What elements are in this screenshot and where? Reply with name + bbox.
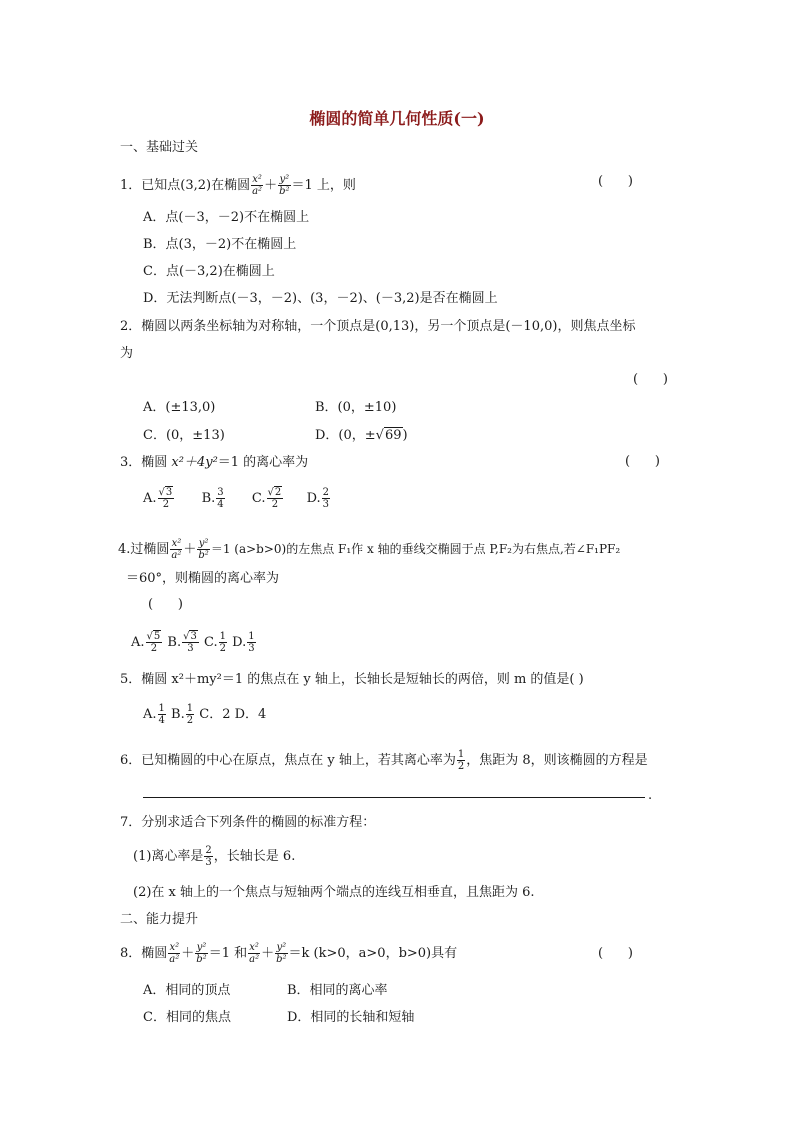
question-4: 4.过椭圆 $\frac{\text{x²}}{\text{a²}}$ ＋ $\frac{\text{y²}}{\text{b²}}$ ＝1 (a>b>0)的左焦点 F₁作 x 轴的垂线交椭圆于点 P,F₂为右焦点,若∠F₁PF₂ (118, 538, 621, 561)
question-2-cont: 为 (120, 346, 134, 361)
answer-paren-8: ( ) (598, 946, 633, 961)
q5-options (143, 700, 266, 730)
q8-option-a: A．相同的顶点 (143, 983, 231, 998)
q4-option-b: B. $\frac{√3}{3}$ (167, 631, 197, 654)
question-1: 1．已知点(3,2)在椭圆 $\frac{\text{x²}}{\text{a²}}$ ＋ $\frac{\text{y²}}{\text{b²}}$ ＝1 上，则 (120, 174, 356, 197)
q2-option-a: A．(±13,0) (143, 400, 216, 415)
fraction-x2-a2: $\frac{\text{x²}}{\text{a²}}$ (252, 174, 263, 197)
question-6: 6．已知椭圆的中心在原点，焦点在 y 轴上，若其离心率为 $\frac{1}{2}$ ，焦距为 8，则该椭圆的方程是 (120, 749, 648, 772)
q5-option-d: D．4 (234, 707, 267, 722)
question-7-part-1: (1)离心率是 $\frac{2}{3}$ ，长轴长是 6. (133, 845, 296, 868)
q6-period: . (648, 788, 653, 803)
q3-option-d: D. $\frac{2}{3}$ (306, 487, 330, 510)
answer-paren-4: ( ) (148, 597, 183, 612)
q8-option-b: B．相同的离心率 (287, 983, 388, 998)
answer-blank-6[interactable] (143, 797, 645, 798)
section-advanced: 二、能力提升 (120, 912, 199, 927)
fraction-y2-b2: $\frac{\text{y²}}{\text{b²}}$ (279, 174, 290, 197)
q4-options (131, 628, 257, 658)
q5-option-c: C．2 (199, 707, 231, 722)
question-8: 8．椭圆 $\frac{\text{x²}}{\text{a²}}$ ＋ $\frac{\text{y²}}{\text{b²}}$ ＝1 和 $\frac{\text{x²}}{\text{a²}}$ ＋ $\frac{\text{y²}}{\text{b²}}$ ＝k (k>0，a>0，b>0)具有 (120, 942, 458, 965)
q8-option-d: D．相同的长轴和短轴 (287, 1010, 415, 1025)
q5-option-b: B. $\frac{1}{2}$ (171, 703, 194, 726)
question-7-part-2: (2)在 x 轴上的一个焦点与短轴两个端点的连线互相垂直，且焦距为 6. (133, 885, 535, 900)
answer-paren-1: ( ) (598, 174, 633, 189)
question-7: 7．分别求适合下列条件的椭圆的标准方程： (120, 815, 376, 830)
question-5: 5．椭圆 x²＋my²＝1 的焦点在 y 轴上，长轴长是短轴长的两倍，则 m 的值是( ) (120, 672, 584, 687)
answer-paren-2: ( ) (633, 372, 668, 387)
q4-option-a: A. $\frac{√5}{2}$ (131, 631, 161, 654)
section-basic: 一、基础过关 (120, 140, 199, 155)
question-4-cont: ＝60°，则椭圆的离心率为 (126, 571, 280, 586)
q4-option-d: D. $\frac{1}{3}$ (232, 631, 255, 654)
q5-option-a: A. $\frac{1}{4}$ (143, 703, 165, 726)
q1-option-b: B．点(3，－2)不在椭圆上 (143, 237, 297, 252)
q8-option-c: C．相同的焦点 (143, 1010, 231, 1025)
q3-option-c: C. $\frac{√2}{2}$ (251, 487, 282, 510)
q3-option-a: A. $\frac{√3}{2}$ (143, 487, 173, 510)
q3-option-b: B. $\frac{3}{4}$ (201, 487, 224, 510)
q1-option-a: A．点(－3，－2)不在椭圆上 (143, 210, 310, 225)
q2-option-b: B．(0，±10) (315, 400, 397, 415)
q2-option-c: C．(0，±13) (143, 428, 225, 443)
q1-option-c: C．点(－3,2)在椭圆上 (143, 264, 275, 279)
question-3: 3．椭圆 x²＋4y²＝1 的离心率为 (120, 455, 309, 470)
question-2: 2．椭圆以两条坐标轴为对称轴，一个顶点是(0,13)，另一个顶点是(－10,0)，则焦点坐标 (120, 319, 636, 334)
answer-paren-3: ( ) (625, 454, 660, 469)
page-title: 椭圆的简单几何性质(一) (309, 109, 485, 128)
q4-option-c: C. $\frac{1}{2}$ (204, 631, 226, 654)
q1-option-d: D．无法判断点(－3，－2)、(3，－2)、(－3,2)是否在椭圆上 (143, 291, 498, 306)
q3-options (143, 484, 331, 514)
q2-option-d: D．(0，±√69) (315, 428, 408, 443)
